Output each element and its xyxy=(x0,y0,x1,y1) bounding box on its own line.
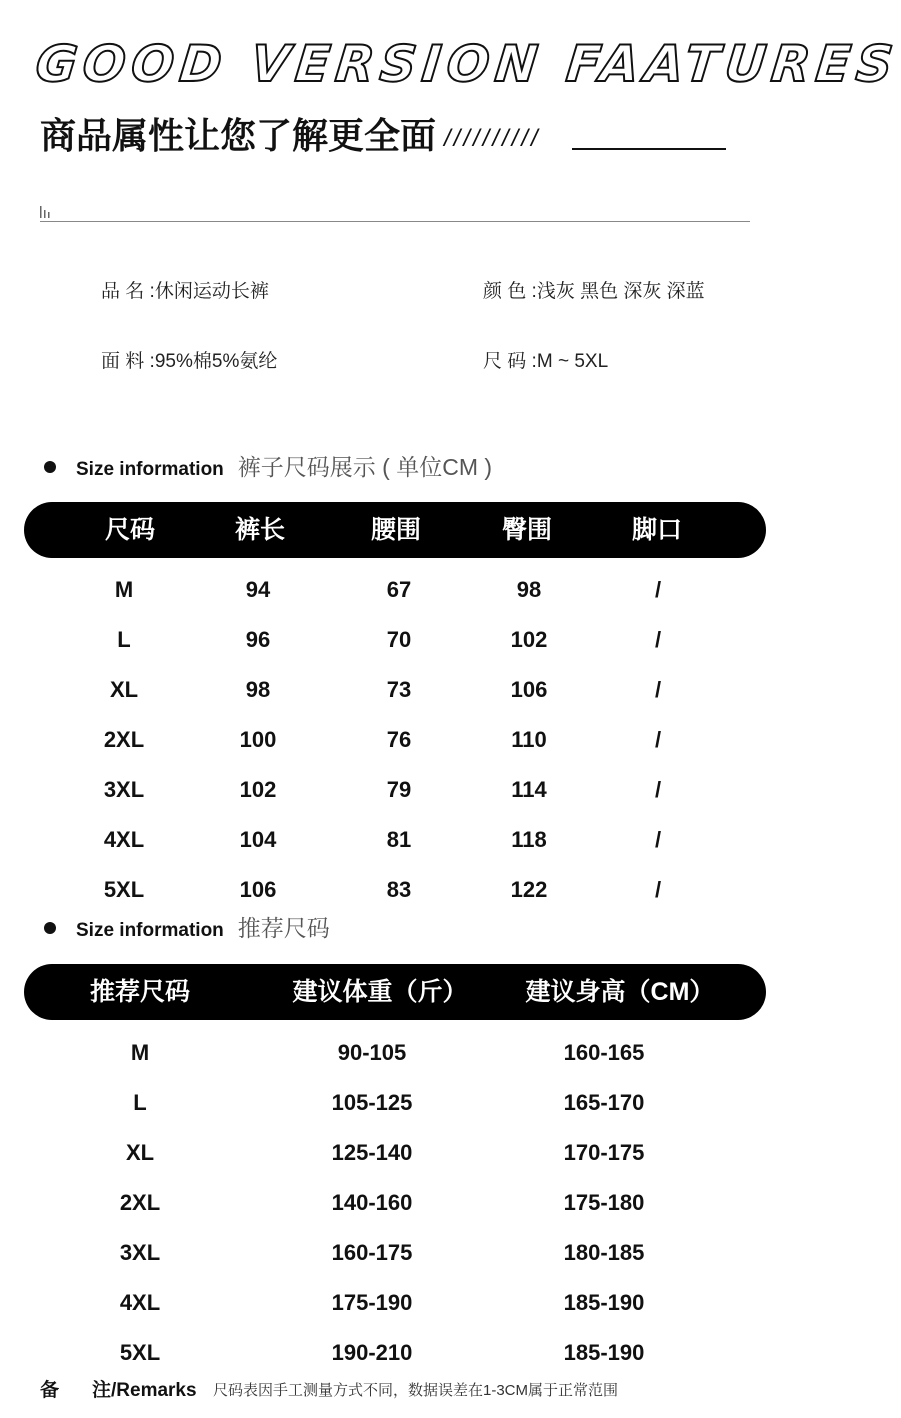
table-cell: / xyxy=(654,627,662,652)
col-header: 建议身高（CM） xyxy=(525,978,715,1006)
table-cell: 100 xyxy=(239,727,277,752)
table-cell: 106 xyxy=(510,677,548,702)
attr-product-name xyxy=(101,280,269,304)
table-cell: L xyxy=(117,627,131,652)
table-cell: 5XL xyxy=(103,877,145,902)
size-chart-heading xyxy=(44,454,492,483)
table-cell: 98 xyxy=(516,577,542,602)
table-cell: / xyxy=(654,727,662,752)
col-header: 脚口 xyxy=(631,516,683,544)
attr-label: 尺 码 : xyxy=(483,351,537,372)
table-cell: 67 xyxy=(386,577,412,602)
table-cell: 4XL xyxy=(119,1290,161,1315)
table-row xyxy=(0,815,790,865)
table-cell: 118 xyxy=(511,827,547,852)
table-row xyxy=(0,665,790,715)
table-cell: / xyxy=(654,877,662,902)
remarks-note: 尺码表因手工测量方式不同，数据误差在1-3CM属于正常范围 xyxy=(213,1382,619,1399)
attr-value: M ~ 5XL xyxy=(536,351,609,372)
bullet-icon xyxy=(44,461,56,473)
decorative-slashes: ////////// xyxy=(444,125,541,152)
table-row xyxy=(0,1028,790,1078)
table-cell: 96 xyxy=(245,627,271,652)
table-row xyxy=(0,1278,790,1328)
table-cell: 114 xyxy=(511,777,547,802)
table-row xyxy=(0,615,790,665)
table-cell: / xyxy=(654,677,662,702)
table-cell: 81 xyxy=(386,827,412,852)
table-row xyxy=(0,1228,790,1278)
table-cell: 190-210 xyxy=(331,1340,413,1365)
table-cell: 160-175 xyxy=(331,1240,413,1265)
remarks xyxy=(40,1376,780,1406)
table-cell: 98 xyxy=(245,677,271,702)
table-cell: XL xyxy=(125,1140,155,1165)
table-cell: 160-165 xyxy=(563,1040,645,1065)
table-cell: / xyxy=(654,777,662,802)
table-cell: 102 xyxy=(239,777,277,802)
table-row xyxy=(0,565,790,615)
table-cell: 175-180 xyxy=(563,1190,645,1215)
table-row xyxy=(0,1078,790,1128)
table-row xyxy=(0,765,790,815)
attr-size xyxy=(483,350,608,374)
table-cell: 79 xyxy=(386,777,412,802)
page-title: 商品属性让您了解更全面 xyxy=(40,115,437,156)
table-cell: XL xyxy=(109,677,139,702)
section-heading-en: Size information xyxy=(76,459,224,480)
table-row xyxy=(0,715,790,765)
table-cell: 185-190 xyxy=(563,1290,645,1315)
table-cell: 140-160 xyxy=(331,1190,413,1215)
table-cell: 185-190 xyxy=(563,1340,645,1365)
table-cell: 83 xyxy=(386,877,412,902)
col-header: 裤长 xyxy=(234,516,286,544)
title-underline xyxy=(572,148,726,150)
table-row xyxy=(0,865,790,915)
table-cell: 175-190 xyxy=(331,1290,413,1315)
bars-icon xyxy=(40,206,52,218)
table-cell: 73 xyxy=(386,677,412,702)
table-cell: 2XL xyxy=(103,727,145,752)
table-cell: 4XL xyxy=(103,827,145,852)
table-cell: 2XL xyxy=(119,1190,161,1215)
attr-label: 颜 色 : xyxy=(483,281,537,302)
remarks-label: 备 xyxy=(40,1380,60,1401)
col-header: 推荐尺码 xyxy=(89,978,191,1006)
table-cell: 76 xyxy=(386,727,412,752)
table-cell: 125-140 xyxy=(331,1140,413,1165)
attr-value: 浅灰 黑色 深灰 深蓝 xyxy=(536,281,705,302)
attr-label: 品 名 : xyxy=(101,281,155,302)
table-cell: 170-175 xyxy=(563,1140,645,1165)
section-divider xyxy=(40,221,750,222)
col-header: 腰围 xyxy=(370,516,422,544)
table-cell: L xyxy=(133,1090,147,1115)
size-chart-header xyxy=(24,502,766,558)
table-row xyxy=(0,1328,790,1378)
section-heading-cn: 裤子尺码展示 ( 单位CM ) xyxy=(237,454,493,480)
table-cell: 180-185 xyxy=(563,1240,645,1265)
col-header: 建议体重（斤） xyxy=(292,978,468,1006)
table-cell: 5XL xyxy=(119,1340,161,1365)
table-cell: 105-125 xyxy=(331,1090,413,1115)
table-row xyxy=(0,1128,790,1178)
table-cell: 70 xyxy=(386,627,412,652)
table-cell: 3XL xyxy=(103,777,145,802)
recommend-chart-heading xyxy=(44,915,330,944)
col-header: 尺码 xyxy=(104,516,156,544)
attr-value: 休闲运动长裤 xyxy=(154,281,269,302)
recommend-chart-header xyxy=(24,964,766,1020)
table-cell: 104 xyxy=(239,827,277,852)
table-cell: 110 xyxy=(511,727,547,752)
table-cell: 90-105 xyxy=(337,1040,407,1065)
attr-color xyxy=(483,280,705,304)
bullet-icon xyxy=(44,922,56,934)
section-heading-cn: 推荐尺码 xyxy=(237,915,330,941)
banner-title: GOOD VERSION FAATURES xyxy=(32,35,901,93)
table-cell: 106 xyxy=(239,877,277,902)
attr-fabric xyxy=(101,350,277,374)
section-heading-en: Size information xyxy=(76,920,224,941)
table-cell: 165-170 xyxy=(563,1090,645,1115)
col-header: 臀围 xyxy=(501,516,553,544)
table-cell: 122 xyxy=(510,877,548,902)
table-row xyxy=(0,1178,790,1228)
remarks-label: 注/Remarks xyxy=(92,1380,197,1401)
table-cell: / xyxy=(654,827,662,852)
table-cell: 3XL xyxy=(119,1240,161,1265)
table-cell: M xyxy=(130,1040,150,1065)
attr-label: 面 料 : xyxy=(101,351,155,372)
attr-value: 95%棉5%氨纶 xyxy=(154,351,278,372)
table-cell: M xyxy=(114,577,134,602)
table-cell: / xyxy=(654,577,662,602)
table-cell: 94 xyxy=(245,577,271,602)
table-cell: 102 xyxy=(510,627,548,652)
